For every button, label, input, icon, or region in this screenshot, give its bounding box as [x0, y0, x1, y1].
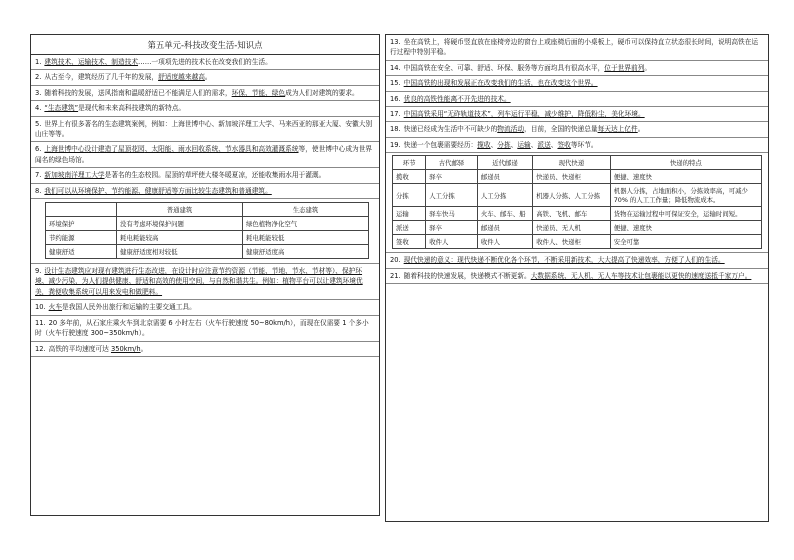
- table-header-cell: 近代邮递: [477, 156, 532, 170]
- table-cell: 安全可靠: [610, 235, 761, 249]
- item-text: 等，使世博中心成为世界闻名的绿色场馆。: [35, 145, 373, 164]
- item-text: 从古至今，建筑经历了几千年的发展，: [44, 73, 159, 82]
- item-number: 5.: [35, 119, 42, 128]
- knowledge-item: [386, 35, 768, 61]
- item-number: 15.: [390, 79, 401, 88]
- table-cell: 耗电耗能较高: [117, 231, 243, 245]
- table-row: [393, 170, 762, 184]
- key-point-text: 我们可以从环境保护、节约能源、健康舒适等方面比较生态建筑和普通建筑。: [44, 186, 272, 195]
- item-number: 7.: [35, 171, 42, 180]
- left-item-list-2: [31, 264, 379, 357]
- table-cell: 派送: [393, 221, 426, 235]
- item-text: 。: [637, 125, 645, 134]
- table-cell: 邮递员: [477, 221, 532, 235]
- table-cell: 火车、邮车、船: [477, 207, 532, 221]
- unit-title: 第五单元-科技改变生活-知识点: [31, 35, 379, 55]
- item-number: 17.: [390, 110, 401, 119]
- table-row: [46, 245, 369, 259]
- knowledge-item: [31, 101, 379, 116]
- key-point-text: 环保、节能、绿色: [231, 88, 286, 97]
- item-text: 、: [510, 140, 518, 149]
- knowledge-item: [31, 86, 379, 101]
- item-text: 。: [204, 73, 212, 82]
- knowledge-item: [31, 168, 379, 183]
- item-number: 20.: [390, 256, 401, 265]
- table-row: [46, 217, 369, 231]
- table-cell: 邮递员: [477, 170, 532, 184]
- building-compare-table: [45, 202, 369, 259]
- key-point-text: 350km/h: [110, 344, 141, 353]
- item-text: 是现代和未来高科技建筑的新特点。: [78, 104, 186, 113]
- item-text: 随着科技的快速发展，快递模式不断更新。: [403, 271, 531, 280]
- express-process-table: [392, 155, 762, 249]
- item-text: 世界上有很多著名的生态建筑案例，例如：上海世博中心、新加坡洋理工大学、马来西亚的那亚大厦、安徽大别山庄等等。: [35, 119, 373, 139]
- building-compare-table-wrap: [31, 199, 379, 264]
- table-cell: 没有考虑环境保护问题: [117, 217, 243, 231]
- item-number: 12.: [35, 344, 46, 353]
- item-number: 2.: [35, 73, 42, 82]
- table-row: [393, 207, 762, 221]
- item-text: 中国高铁在安全、可靠、舒适、环保、服务等方面均具有很高水平，: [403, 63, 605, 72]
- key-point-text: 设计生态建筑应对现有建筑进行生态改进，在设计时应注意节约资源（节能、节地、节水、节材等）、保护环境、减少污染，为人们提供健康、舒适和高效的使用空间，与自然和谐共生。例如：植物平台可以让建筑环境优美，粪便收集系统可以用来发电和做肥料。: [35, 267, 363, 296]
- key-point-text: 分拣: [497, 140, 511, 149]
- table-cell: 机器人分拣，占地面积小，分拣效率高，可减少 70% 的人工工作量；降低物流成本。: [610, 184, 761, 207]
- item-text: 快递一个包裹需要经历：: [403, 140, 478, 149]
- key-point-text: 签收: [557, 140, 571, 149]
- item-number: 4.: [35, 104, 42, 113]
- knowledge-item: [31, 117, 379, 143]
- key-point-text: 中国高铁采用“无砟轨道技术”，列车运行平稳，减少维护，降低粉尘，美化环境。: [403, 110, 645, 119]
- knowledge-item: [386, 61, 768, 76]
- table-cell: 人工分拣: [426, 184, 478, 207]
- key-point-text: 现代快递的意义：现代快递不断优化各个环节，不断采用新技术，大大提高了快递效率，方便了人们的生活。: [403, 256, 725, 265]
- item-number: 1.: [35, 58, 42, 66]
- knowledge-item: [31, 70, 379, 85]
- table-cell: 驿车快马: [426, 207, 478, 221]
- table-header-cell: [46, 203, 117, 217]
- table-header-cell: 快递的特点: [610, 156, 761, 170]
- knowledge-item: [386, 138, 768, 153]
- table-cell: 快递员、快递柜: [533, 170, 610, 184]
- knowledge-item: [31, 300, 379, 315]
- item-text: 20 多年前，从石家庄乘火车到北京需要 6 小时左右（火车行驶速度 50~80km/h），而现在仅需要 1 个多小时（火车行驶速度 300~350km/h）。: [35, 318, 369, 338]
- item-text: 。: [140, 344, 148, 353]
- item-number: 13.: [390, 38, 401, 46]
- table-cell: 收件人、快递柜: [533, 235, 610, 249]
- key-point-text: 大数据系统、无人机、无人车等技术让包裹能以更快的速度送抵千家万户。: [530, 271, 752, 280]
- knowledge-item: [386, 122, 768, 137]
- item-text: 、: [530, 140, 538, 149]
- left-knowledge-panel: [30, 34, 380, 516]
- table-row: [393, 221, 762, 235]
- table-cell: 驿卒: [426, 170, 478, 184]
- table-header-cell: 普通建筑: [117, 203, 243, 217]
- table-cell: 健康舒适度高: [243, 245, 369, 259]
- table-cell: 驿卒: [426, 221, 478, 235]
- item-text: 、: [550, 140, 558, 149]
- table-cell: 便捷、速度快: [610, 170, 761, 184]
- key-point-text: 屋顶花园: [117, 145, 145, 154]
- right-knowledge-panel: [385, 34, 769, 522]
- table-cell: 人工分拣: [477, 184, 532, 207]
- key-point-text: 派送: [537, 140, 551, 149]
- item-number: 16.: [390, 94, 401, 103]
- key-point-text: 揽收: [477, 140, 491, 149]
- key-point-text: 优良的高铁性能离不开先进的技术。: [403, 94, 511, 103]
- key-point-text: 运输: [517, 140, 531, 149]
- item-number: 9.: [35, 267, 42, 276]
- table-cell: 运输: [393, 207, 426, 221]
- item-text: ……一项项先进的技术长在改变我们的生活。: [138, 58, 272, 66]
- table-row: [393, 235, 762, 249]
- table-cell: 健康舒适度相对较低: [117, 245, 243, 259]
- knowledge-item: [386, 253, 768, 268]
- key-point-text: 舒适度越来越高: [158, 73, 205, 82]
- item-text: 。: [644, 63, 652, 72]
- key-point-text: 位于世界前列: [604, 63, 645, 72]
- right-item-list: [386, 35, 768, 153]
- table-header-row: [393, 156, 762, 170]
- key-point-text: 每天达上亿件: [597, 125, 638, 134]
- knowledge-item: [31, 316, 379, 342]
- knowledge-item: [386, 107, 768, 122]
- table-cell: 收件人: [477, 235, 532, 249]
- item-text: 快递已经成为生活中不可缺少的: [403, 125, 498, 134]
- key-point-text: 物流活动: [497, 125, 525, 134]
- item-number: 21.: [390, 271, 401, 280]
- key-point-text: 、太阳能、雨水回收系统、节水器具和高效灌溉系统: [144, 145, 299, 154]
- item-text: 随着科技的发展，送风指南和温暖舒适已不能满足人们的需求，: [44, 88, 232, 97]
- item-text: 、: [490, 140, 498, 149]
- knowledge-item: [31, 264, 379, 300]
- table-cell: 揽收: [393, 170, 426, 184]
- key-point-text: 火车: [48, 303, 63, 312]
- table-cell: 高铁、飞机、邮车: [533, 207, 610, 221]
- key-point-text: 建筑技术、运输技术、制造技术: [44, 58, 139, 66]
- right-item-list-2: [386, 253, 768, 284]
- table-header-cell: 环节: [393, 156, 426, 170]
- item-text: 是著名的生态校园。屋顶的草坪使大楼冬暖夏凉，还能收集雨水用于灌溉。: [104, 171, 326, 180]
- item-number: 8.: [35, 186, 42, 195]
- item-number: 10.: [35, 303, 46, 312]
- table-cell: 耗电耗能较低: [243, 231, 369, 245]
- table-header-cell: 古代邮驿: [426, 156, 478, 170]
- item-text: 成为人们对建筑的要求。: [285, 88, 359, 97]
- table-cell: 节约能源: [46, 231, 117, 245]
- table-header-row: [46, 203, 369, 217]
- table-row: [393, 184, 762, 207]
- item-text: 等环节。: [570, 140, 598, 149]
- table-cell: 签收: [393, 235, 426, 249]
- item-number: 14.: [390, 63, 401, 72]
- knowledge-item: [31, 184, 379, 199]
- table-row: [46, 231, 369, 245]
- table-cell: 绿色植物净化空气: [243, 217, 369, 231]
- knowledge-item: [31, 55, 379, 70]
- key-point-text: 中国高铁的出现和发展正在改变我们的生活，也在改变这个世界。: [403, 79, 598, 88]
- knowledge-item: [31, 142, 379, 168]
- item-number: 6.: [35, 145, 42, 154]
- left-item-list: [31, 55, 379, 199]
- item-text: ，目前，全国的快递总量: [524, 125, 598, 134]
- item-text: 是我国人民外出旅行和运输的主要交通工具。: [62, 303, 196, 312]
- express-table-wrap: [386, 153, 768, 253]
- item-number: 19.: [390, 140, 401, 149]
- table-cell: 货物在运输过程中可保证安全，运输时间短。: [610, 207, 761, 221]
- table-cell: 机器人分拣、人工分拣: [533, 184, 610, 207]
- table-cell: 快递员、无人机: [533, 221, 610, 235]
- knowledge-item: [31, 342, 379, 357]
- item-text: 高铁的平均速度可达: [48, 344, 111, 353]
- knowledge-item: [386, 76, 768, 91]
- table-cell: 收件人: [426, 235, 478, 249]
- key-point-text: 新加坡南洋理工大学: [44, 171, 105, 180]
- item-number: 18.: [390, 125, 401, 134]
- item-text: 坐在高铁上，将硬币竖直放在座椅旁边的窗台上或座椅后面的小桌板上，硬币可以保持直立状态很长时间，说明高铁在运行过程中特别平稳。: [390, 38, 759, 57]
- key-point-text: 上海世博中心设计建造了: [44, 145, 118, 154]
- table-cell: 健康舒适: [46, 245, 117, 259]
- table-header-cell: 现代快递: [533, 156, 610, 170]
- key-point-text: “生态建筑”: [44, 104, 79, 113]
- table-header-cell: 生态建筑: [243, 203, 369, 217]
- table-cell: 便捷、速度快: [610, 221, 761, 235]
- table-cell: 环境保护: [46, 217, 117, 231]
- knowledge-item: [386, 269, 768, 284]
- knowledge-item: [386, 92, 768, 107]
- table-cell: 分拣: [393, 184, 426, 207]
- item-number: 3.: [35, 88, 42, 97]
- item-number: 11.: [35, 318, 46, 327]
